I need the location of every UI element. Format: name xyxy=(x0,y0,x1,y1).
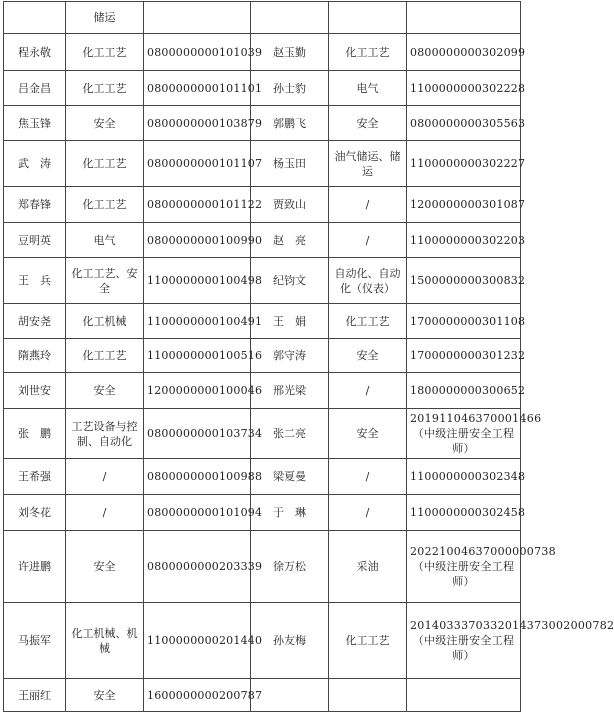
cert-number-cell: 0800000000100990 xyxy=(144,223,251,258)
cert-number-cell: 0800000000101101 xyxy=(144,71,251,106)
name-cell: 纪钧文 xyxy=(251,258,329,304)
cert-number-cell: 1100000000302458 xyxy=(407,495,521,531)
name-cell: 程永敬 xyxy=(4,34,66,71)
table-row xyxy=(4,71,521,106)
cert-number-cell: 0800000000101039 xyxy=(144,34,251,71)
table-row xyxy=(4,34,521,71)
name-cell: 胡安尧 xyxy=(4,304,66,339)
cert-number-cell xyxy=(407,679,521,712)
table-row xyxy=(4,339,521,373)
name-cell: 张 鹏 xyxy=(4,409,66,459)
field-cell: 安全 xyxy=(66,106,144,141)
field-cell: / xyxy=(329,373,407,409)
name-cell xyxy=(4,2,66,34)
field-cell: 安全 xyxy=(66,679,144,712)
field-cell: 安全 xyxy=(329,339,407,373)
personnel-table xyxy=(3,1,614,712)
field-cell: / xyxy=(66,495,144,531)
table-row xyxy=(4,304,521,339)
cert-number-cell: 1100000000302348 xyxy=(407,459,521,495)
field-cell: / xyxy=(329,187,407,223)
name-cell: 贾致山 xyxy=(251,187,329,223)
field-cell: 储运 xyxy=(66,2,144,34)
cert-number-cell: 201911046370001466（中级注册安全工程师） xyxy=(407,409,521,459)
field-cell xyxy=(329,679,407,712)
table-row xyxy=(4,679,521,712)
name-cell: 刘世安 xyxy=(4,373,66,409)
field-cell: 化工工艺 xyxy=(66,34,144,71)
table-row xyxy=(4,603,521,679)
cert-number-cell: 0800000000103734 xyxy=(144,409,251,459)
name-cell: 杨玉田 xyxy=(251,141,329,187)
name-cell: 徐万松 xyxy=(251,531,329,603)
field-cell: 安全 xyxy=(66,531,144,603)
cert-number-cell: 0800000000305563 xyxy=(407,106,521,141)
field-cell: 化工工艺 xyxy=(329,304,407,339)
field-cell: / xyxy=(329,459,407,495)
cert-number-cell: 1100000000302228 xyxy=(407,71,521,106)
field-cell: 化工工艺 xyxy=(66,71,144,106)
name-cell xyxy=(251,679,329,712)
cert-number-cell: 0800000000101122 xyxy=(144,187,251,223)
cert-number-cell: 1100000000100491 xyxy=(144,304,251,339)
cert-number-cell: 1100000000100498 xyxy=(144,258,251,304)
name-cell: 豆明英 xyxy=(4,223,66,258)
name-cell: 郑春锋 xyxy=(4,187,66,223)
name-cell: 王 娟 xyxy=(251,304,329,339)
table-row xyxy=(4,495,521,531)
cert-number-cell: 0800000000103879 xyxy=(144,106,251,141)
name-cell: 隋燕玲 xyxy=(4,339,66,373)
field-cell: 化工机械 xyxy=(66,304,144,339)
name-cell: 马振军 xyxy=(4,603,66,679)
cert-number-cell: 1200000000100046 xyxy=(144,373,251,409)
name-cell: 赵玉勤 xyxy=(251,34,329,71)
name-cell: 王 兵 xyxy=(4,258,66,304)
name-cell: 焦玉锋 xyxy=(4,106,66,141)
name-cell: 王希强 xyxy=(4,459,66,495)
field-cell: 化工机械、机械 xyxy=(66,603,144,679)
cert-number-cell: 2014033370332014373002000782（中级注册安全工程师） xyxy=(407,603,521,679)
field-cell: 工艺设备与控制、自动化 xyxy=(66,409,144,459)
cert-number-cell: 1100000000100516 xyxy=(144,339,251,373)
field-cell: / xyxy=(329,223,407,258)
table-row xyxy=(4,2,521,34)
cert-number-cell: 0800000000101094 xyxy=(144,495,251,531)
field-cell: 化工工艺、安全 xyxy=(66,258,144,304)
field-cell: 化工工艺 xyxy=(66,339,144,373)
name-cell: 王丽红 xyxy=(4,679,66,712)
name-cell: 赵 亮 xyxy=(251,223,329,258)
cert-number-cell: 1700000000301108 xyxy=(407,304,521,339)
cert-number-cell: 1200000000301087 xyxy=(407,187,521,223)
name-cell: 郭鹏飞 xyxy=(251,106,329,141)
name-cell: 邢光梁 xyxy=(251,373,329,409)
field-cell xyxy=(329,2,407,34)
cert-number-cell: 1700000000301232 xyxy=(407,339,521,373)
cert-number-cell: 1100000000201440 xyxy=(144,603,251,679)
name-cell: 刘冬花 xyxy=(4,495,66,531)
cert-number-cell: 0800000000101107 xyxy=(144,141,251,187)
name-cell xyxy=(251,2,329,34)
name-cell: 武 涛 xyxy=(4,141,66,187)
cert-number-cell: 20221004637000000738（中级注册安全工程师） xyxy=(407,531,521,603)
field-cell: 化工工艺 xyxy=(329,34,407,71)
cert-number-cell xyxy=(144,2,251,34)
field-cell: 电气 xyxy=(329,71,407,106)
name-cell: 吕金昌 xyxy=(4,71,66,106)
field-cell: 自动化、自动化（仪表） xyxy=(329,258,407,304)
field-cell: 电气 xyxy=(66,223,144,258)
table-row xyxy=(4,459,521,495)
field-cell: 化工工艺 xyxy=(66,141,144,187)
field-cell: 安全 xyxy=(329,409,407,459)
table-row xyxy=(4,187,521,223)
cert-number-cell: 0800000000203339 xyxy=(144,531,251,603)
name-cell: 于 琳 xyxy=(251,495,329,531)
cert-number-cell: 0800000000302099 xyxy=(407,34,521,71)
table-row xyxy=(4,223,521,258)
field-cell: 安全 xyxy=(66,373,144,409)
field-cell: 化工工艺 xyxy=(329,603,407,679)
name-cell: 孙友梅 xyxy=(251,603,329,679)
cert-number-cell: 1600000000200787 xyxy=(144,679,251,712)
name-cell: 郭守涛 xyxy=(251,339,329,373)
field-cell: / xyxy=(329,495,407,531)
name-cell: 张二亮 xyxy=(251,409,329,459)
field-cell: 化工工艺 xyxy=(66,187,144,223)
table-row xyxy=(4,141,521,187)
cert-number-cell xyxy=(407,2,521,34)
table-row xyxy=(4,106,521,141)
table-row xyxy=(4,258,521,304)
cert-number-cell: 1800000000300652 xyxy=(407,373,521,409)
field-cell: / xyxy=(66,459,144,495)
field-cell: 采油 xyxy=(329,531,407,603)
field-cell: 安全 xyxy=(329,106,407,141)
name-cell: 孙士豹 xyxy=(251,71,329,106)
table-row xyxy=(4,373,521,409)
table-row xyxy=(4,531,521,603)
name-cell: 梁夏曼 xyxy=(251,459,329,495)
field-cell: 油气储运、储运 xyxy=(329,141,407,187)
cert-number-cell: 1100000000302203 xyxy=(407,223,521,258)
name-cell: 许进鹏 xyxy=(4,531,66,603)
cert-number-cell: 1500000000300832 xyxy=(407,258,521,304)
cert-number-cell: 1100000000302227 xyxy=(407,141,521,187)
table-row xyxy=(4,409,521,459)
cert-number-cell: 0800000000100988 xyxy=(144,459,251,495)
